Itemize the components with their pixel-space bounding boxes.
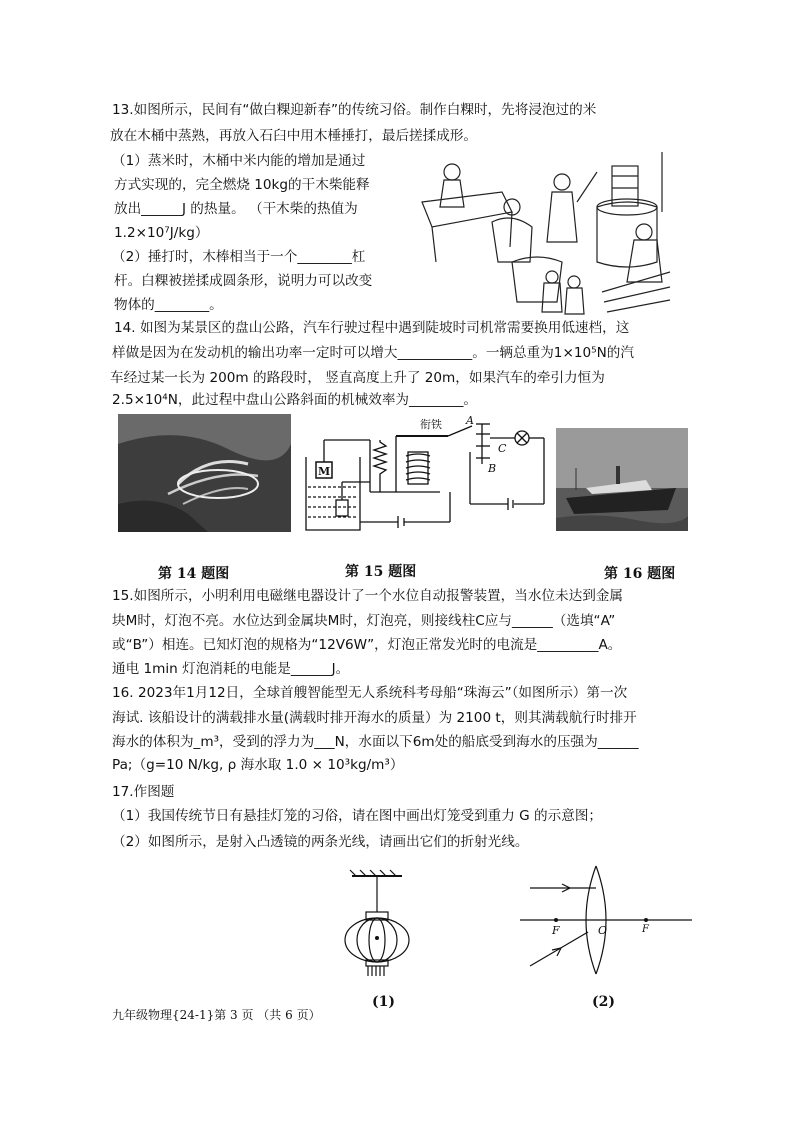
- label-a: A: [466, 414, 474, 427]
- q16-line2: 海试. 该船设计的满载排水量(满载时排开海水的质量）为 2100 t，则其满载航行时排开: [112, 710, 637, 726]
- q17-line1: 17.作图题: [112, 784, 175, 800]
- q16-line1: 16. 2023年1月12日，全球首艘智能型无人系统科考母船“珠海云”（如图所示）第一次: [112, 685, 628, 701]
- q16-line4: Pa;（g=10 N/kg, ρ 海水取 1.0 × 10³kg/m³）: [112, 757, 404, 773]
- label-armature: 衔铁: [420, 418, 442, 431]
- caption-fig15: 第 15 题图: [345, 564, 417, 580]
- q15-line3: 或“B”）相连。已知灯泡的规格为“12V6W”，灯泡正常发光时的电流是_________A。: [112, 637, 622, 653]
- page-footer: 九年级物理{24-1}第 3 页 （共 6 页）: [112, 1008, 321, 1022]
- relay-circuit-diagram: [300, 412, 550, 540]
- q13-line5: 放出______J 的热量。 （干木柴的热值为: [114, 201, 358, 217]
- label-f-left: F: [552, 924, 560, 937]
- q14-line3: 车经过某一长为 200m 的路段时， 竖直高度上升了 20m，如果汽车的牵引力恒为: [110, 370, 605, 386]
- q14-line1: 14. 如图为某景区的盘山公路，汽车行驶过程中遇到陡坡时司机常需要换用低速档，这: [114, 320, 630, 336]
- convex-lens-figure: [516, 862, 696, 982]
- q13-line3: （1）蒸米时，木桶中米内能的增加是通过: [112, 153, 366, 169]
- q13-line6: 1.2×10⁷J/kg）: [114, 225, 209, 241]
- q13-line4: 方式实现的，完全燃烧 10kg的干木柴能释: [114, 177, 370, 193]
- mountain-road-photo: [118, 414, 291, 532]
- q15-line2: 块M时，灯泡不亮。水位达到金属块M时，灯泡亮，则接线柱C应与______（选填“A”: [112, 613, 616, 629]
- q17-line2: （1）我国传统节日有悬挂灯笼的习俗，请在图中画出灯笼受到重力 G 的示意图；: [112, 808, 603, 824]
- label-f-right: F: [642, 924, 649, 935]
- q17-line3: （2）如图所示，是射入凸透镜的两条光线，请画出它们的折射光线。: [112, 834, 529, 850]
- q13-line7: （2）捶打时，木棒相当于一个________杠: [112, 249, 366, 265]
- caption-fig16: 第 16 题图: [604, 566, 676, 582]
- ship-photo: [556, 428, 688, 531]
- q15-line4: 通电 1min 灯泡消耗的电能是______J。: [112, 661, 350, 677]
- label-o: O: [598, 924, 608, 937]
- fig17-label2: (2): [592, 994, 615, 1010]
- q14-line2: 样做是因为在发动机的输出功率一定时可以增大___________。一辆总重为1×10⁵N的汽: [112, 345, 634, 361]
- fig17-label1: (1): [372, 994, 395, 1010]
- rice-cake-making-illustration: [412, 152, 674, 322]
- lantern-figure: [336, 868, 418, 980]
- label-c: C: [498, 442, 507, 455]
- label-m: M: [318, 465, 331, 478]
- q13-line2: 放在木桶中蒸熟，再放入石臼中用木棰捶打，最后搓揉成形。: [110, 128, 478, 144]
- q14-line4: 2.5×10⁴N，此过程中盘山公路斜面的机械效率为________。: [112, 392, 477, 408]
- q15-line1: 15.如图所示，小明利用电磁继电器设计了一个水位自动报警装置，当水位未达到金属: [112, 588, 623, 604]
- q13-line1: 13.如图所示，民间有“做白粿迎新春”的传统习俗。制作白粿时，先将浸泡过的米: [112, 102, 597, 118]
- caption-fig14: 第 14 题图: [158, 566, 230, 582]
- q16-line3: 海水的体积为_m³，受到的浮力为___N，水面以下6m处的船底受到海水的压强为______: [112, 734, 639, 750]
- label-b: B: [488, 462, 497, 475]
- q13-line8: 杆。白粿被搓揉成圆条形，说明力可以改变: [114, 273, 373, 289]
- q13-line9: 物体的________。: [114, 297, 223, 313]
